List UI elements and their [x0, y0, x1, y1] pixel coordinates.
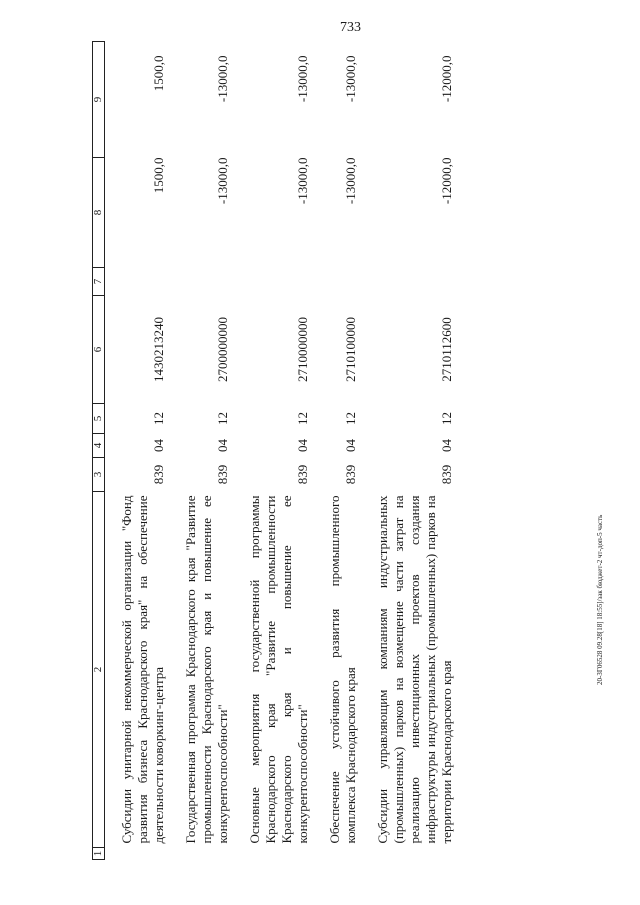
header-cell: 3	[93, 458, 105, 492]
header-cell: 4	[93, 434, 105, 458]
subsection-code: 12	[215, 412, 230, 425]
table-row	[233, 42, 313, 860]
header-cell: 9	[93, 42, 105, 158]
subsection-code: 12	[439, 412, 454, 425]
header-row	[93, 42, 105, 860]
target-article-code: 2710112600	[439, 317, 454, 382]
target-article-code: 2710000000	[295, 317, 310, 382]
amount-col-9: -13000,0	[295, 55, 310, 103]
table-row	[313, 42, 361, 860]
table-row	[169, 42, 233, 860]
header-cell: 2	[93, 492, 105, 848]
expense-type-code	[169, 268, 233, 296]
page-number: 733	[340, 20, 361, 35]
amount-col-8: -13000,0	[295, 157, 310, 205]
ministry-code: 839	[215, 464, 230, 485]
table-row	[361, 42, 457, 860]
header-cell: 8	[93, 158, 105, 268]
ministry-code: 839	[343, 464, 358, 485]
section-code: 04	[151, 439, 166, 452]
expense-type-code	[313, 268, 361, 296]
row-description: Основные мероприятия государственной программы Краснодарского края "Развитие промышленности Краснодарского края и повышение ее конкурентоспособности"	[247, 495, 310, 844]
ministry-code: 839	[439, 464, 454, 485]
row-description: Субсидии унитарной некоммерческой организации "Фонд развития бизнеса Краснодарского края" на обеспечение деятельности коворкинг-центра	[119, 495, 166, 844]
header-cell: 6	[93, 296, 105, 404]
target-article-code: 2710100000	[343, 317, 358, 382]
target-article-code: 1430213240	[151, 317, 166, 382]
header-cell: 5	[93, 404, 105, 434]
amount-col-9: 1500,0	[151, 55, 166, 92]
section-code: 04	[439, 439, 454, 452]
ministry-code: 839	[295, 464, 310, 485]
amount-col-9: -13000,0	[215, 55, 230, 103]
section-code: 04	[343, 439, 358, 452]
row-description: Обеспечение устойчивого развития промышленного комплекса Краснодарского края	[327, 495, 358, 844]
amount-col-8: -13000,0	[343, 157, 358, 205]
rotated-table-container	[92, 42, 584, 860]
subsection-code: 12	[151, 412, 166, 425]
expense-type-code	[105, 268, 170, 296]
header-cell: 1	[93, 848, 105, 860]
subsection-code: 12	[295, 412, 310, 425]
amount-col-8: -12000,0	[439, 157, 454, 205]
amount-col-9: -12000,0	[439, 55, 454, 103]
expense-type-code	[361, 268, 457, 296]
print-stamp: 20-ЗГ06528 09.28[18] 18:55]/зак бюджет-2 чт-доп-5 часть	[596, 514, 604, 685]
header-cell: 7	[93, 268, 105, 296]
table-row	[105, 42, 170, 860]
target-article-code: 2700000000	[215, 317, 230, 382]
amount-col-9: -13000,0	[343, 55, 358, 103]
section-code: 04	[215, 439, 230, 452]
ministry-code: 839	[151, 464, 166, 485]
amount-col-8: -13000,0	[215, 157, 230, 205]
expense-type-code	[233, 268, 313, 296]
row-description: Государственная программа Краснодарского края "Развитие промышленности Краснодарского края и повышение ее конкурентоспособности"	[183, 495, 230, 844]
amount-col-8: 1500,0	[151, 157, 166, 194]
subsection-code: 12	[343, 412, 358, 425]
budget-table	[92, 41, 457, 860]
section-code: 04	[295, 439, 310, 452]
row-description: Субсидии управляющим компаниям индустриальных (промышленных) парков на возмещение части затрат на реализацию инвестиционных проектов создания инфраструктуры индустриальных (промышленных) парков на территории Краснодарского края	[375, 495, 454, 844]
